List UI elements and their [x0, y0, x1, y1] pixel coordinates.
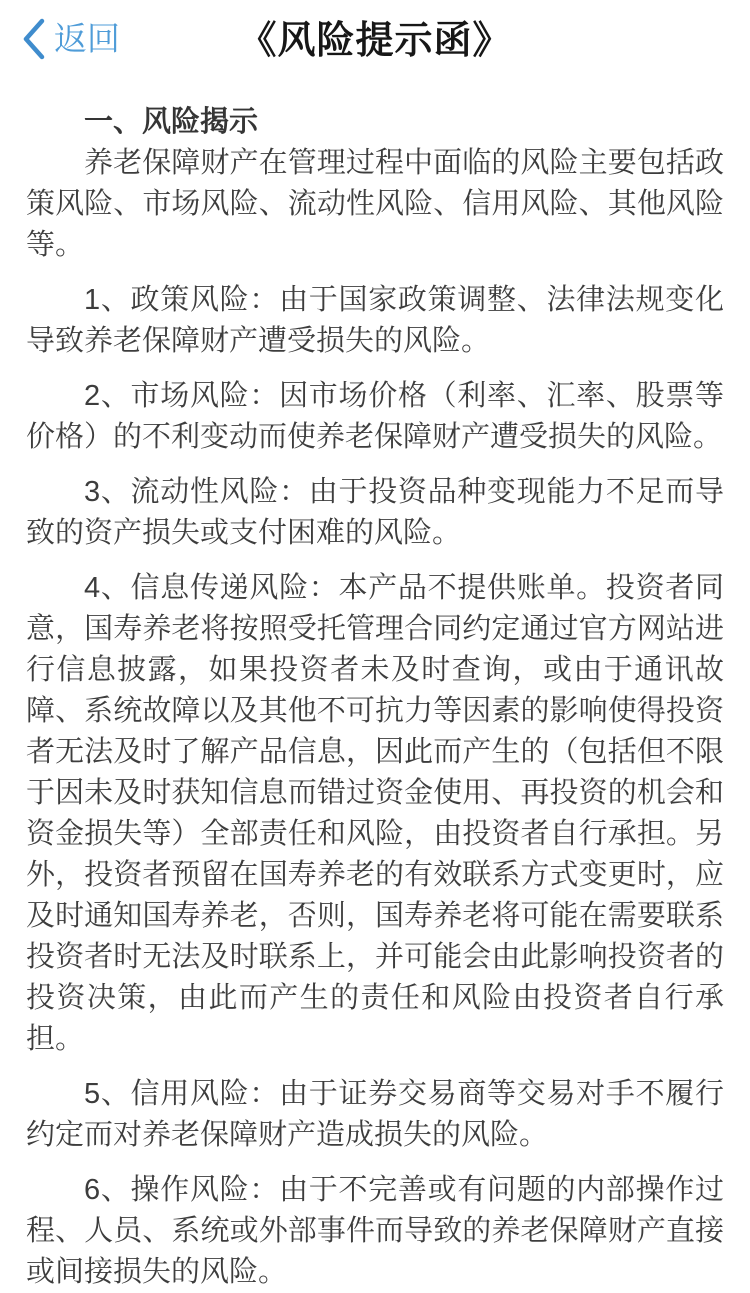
risk-paragraph-credit: 5、信用风险：由于证券交易商等交易对手不履行约定而对养老保障财产造成损失的风险。 [26, 1078, 724, 1151]
risk-intro-paragraph: 养老保障财产在管理过程中面临的风险主要包括政策风险、市场风险、流动性风险、信用风险、其他风险等。 [26, 147, 724, 261]
nav-header [0, 0, 750, 78]
chevron-left-icon [22, 18, 46, 60]
risk-paragraph-liquidity: 3、流动性风险：由于投资品种变现能力不足而导致的资产损失或支付困难的风险。 [26, 476, 724, 549]
document-body [0, 78, 750, 1293]
risk-paragraph-information: 4、信息传递风险：本产品不提供账单。投资者同意，国寿养老将按照受托管理合同约定通过官方网站进行信息披露，如果投资者未及时查询，或由于通讯故障、系统故障以及其他不可抗力等因素的影响使得投资者无法及时了解产品信息，因此而产生的（包括但不限于因未及时获知信息而错过资金使用、再投资的机会和资金损失等）全部责任和风险，由投资者自行承担。另外，投资者预留在国寿养老的有效联系方式变更时，应及时通知国寿养老，否则，国寿养老将可能在需要联系投资者时无法及时联系上，并可能会由此影响投资者的投资决策，由此而产生的责任和风险由投资者自行承担。 [26, 572, 724, 1055]
risk-paragraph-operation: 6、操作风险：由于不完善或有问题的内部操作过程、人员、系统或外部事件而导致的养老保障财产直接或间接损失的风险。 [26, 1174, 724, 1288]
page-title: 《风险提示函》 [238, 20, 512, 62]
section-heading: 一、风险揭示 [84, 106, 259, 138]
risk-paragraph-market: 2、市场风险：因市场价格（利率、汇率、股票等价格）的不利变动而使养老保障财产遭受损失的风险。 [26, 380, 724, 453]
back-label: 返回 [54, 20, 120, 57]
risk-paragraph-policy: 1、政策风险：由于国家政策调整、法律法规变化导致养老保障财产遭受损失的风险。 [26, 284, 724, 357]
back-button[interactable] [22, 18, 120, 60]
